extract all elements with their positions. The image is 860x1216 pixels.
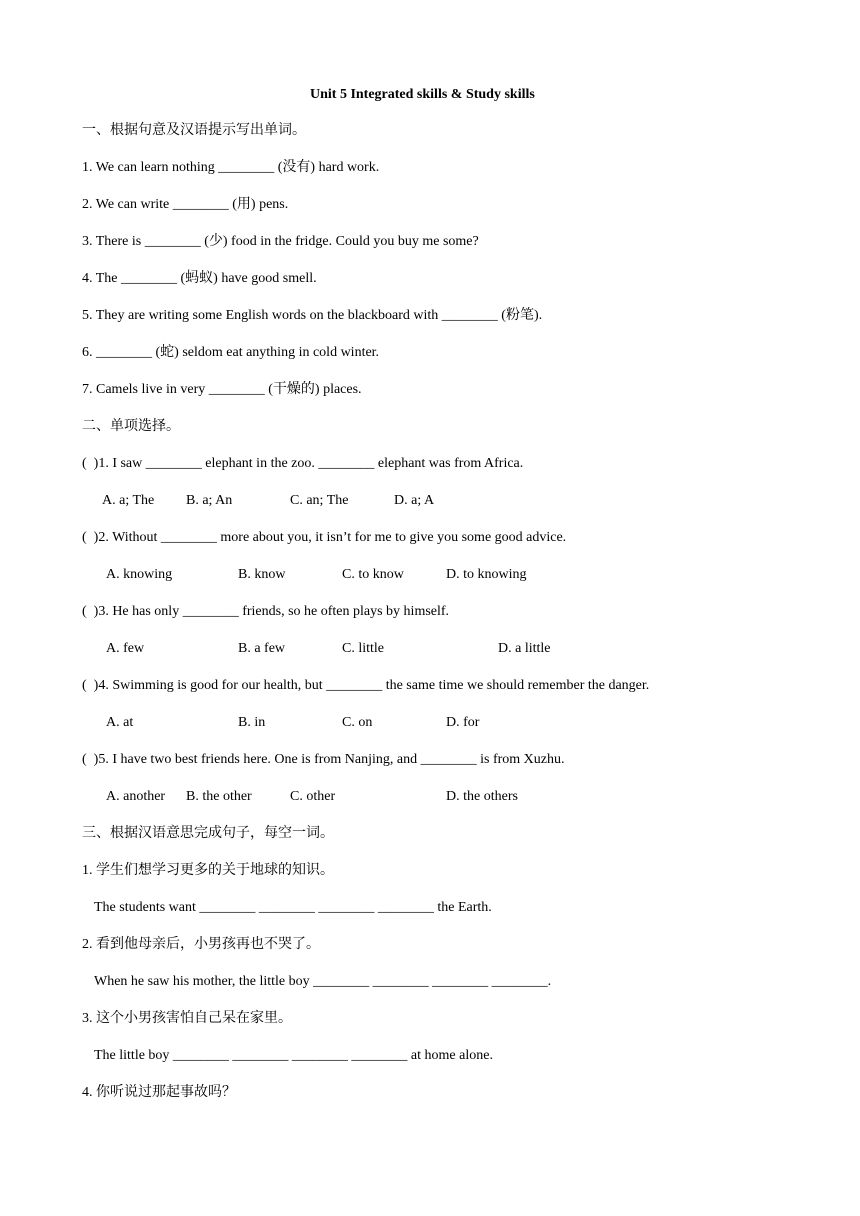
section1-item-2: 2. We can write ________ (用) pens. (82, 197, 289, 212)
section1-item-4: 4. The ________ (蚂蚁) have good smell. (82, 271, 317, 286)
section1-item-3: 3. There is ________ (少) food in the fridge. Could you buy me some? (82, 234, 479, 249)
question-1-option-c: C. an; The (290, 493, 349, 508)
section3-item-4-prompt: 4. 你听说过那起事故吗？ (82, 1085, 236, 1100)
question-2-option-d: D. to knowing (446, 567, 527, 582)
question-5-option-c: C. other (290, 789, 336, 804)
page-title: Unit 5 Integrated skills & Study skills (310, 87, 535, 102)
section1-item-5: 5. They are writing some English words on the blackboard with ________ (粉笔). (82, 308, 543, 323)
question-5-stem: ( )5. I have two best friends here. One is from Nanjing, and ________ is from Xuzhu. (82, 752, 565, 767)
section1-item-6: 6. ________ (蛇) seldom eat anything in cold winter. (82, 345, 380, 360)
question-2-option-a: A. knowing (106, 567, 173, 582)
question-5-option-b: B. the other (186, 789, 252, 804)
question-5-option-d: D. the others (446, 789, 518, 804)
question-3-option-a: A. few (106, 641, 145, 656)
section3-item-2-sentence: When he saw his mother, the little boy ________ ________ ________ ________. (94, 974, 552, 989)
question-4-option-b: B. in (238, 715, 266, 730)
section1-item-1: 1. We can learn nothing ________ (没有) hard work. (82, 160, 380, 175)
question-4-option-c: C. on (342, 715, 373, 730)
question-1-stem: ( )1. I saw ________ elephant in the zoo. ________ elephant was from Africa. (82, 456, 524, 471)
question-3-option-d: D. a little (498, 641, 551, 656)
question-1-option-d: D. a; A (394, 493, 435, 508)
question-1-option-b: B. a; An (186, 493, 233, 508)
question-3-option-b: B. a few (238, 641, 286, 656)
question-2-stem: ( )2. Without ________ more about you, it isn’t for me to give you some good advice. (82, 530, 567, 545)
section2-heading: 二、单项选择。 (82, 419, 180, 434)
section1-item-7: 7. Camels live in very ________ (干燥的) places. (82, 382, 362, 397)
question-4-option-a: A. at (106, 715, 134, 730)
question-1-option-a: A. a; The (102, 493, 155, 508)
question-4-option-d: D. for (446, 715, 480, 730)
question-5-option-a: A. another (106, 789, 166, 804)
question-2-option-c: C. to know (342, 567, 404, 582)
question-3-option-c: C. little (342, 641, 384, 656)
section3-item-1-prompt: 1. 学生们想学习更多的关于地球的知识。 (82, 863, 334, 878)
question-3-stem: ( )3. He has only ________ friends, so he often plays by himself. (82, 604, 450, 619)
section3-item-3-prompt: 3. 这个小男孩害怕自己呆在家里。 (82, 1011, 292, 1026)
section3-item-3-sentence: The little boy ________ ________ ________ ________ at home alone. (94, 1048, 493, 1063)
section3-heading: 三、根据汉语意思完成句子，每空一词。 (82, 826, 334, 841)
section1-heading: 一、根据句意及汉语提示写出单词。 (82, 123, 306, 138)
section3-item-2-prompt: 2. 看到他母亲后，小男孩再也不哭了。 (82, 937, 320, 952)
question-4-stem: ( )4. Swimming is good for our health, but ________ the same time we should remember the danger. (82, 678, 650, 693)
question-2-option-b: B. know (238, 567, 286, 582)
section3-item-1-sentence: The students want ________ ________ ________ ________ the Earth. (94, 900, 492, 915)
